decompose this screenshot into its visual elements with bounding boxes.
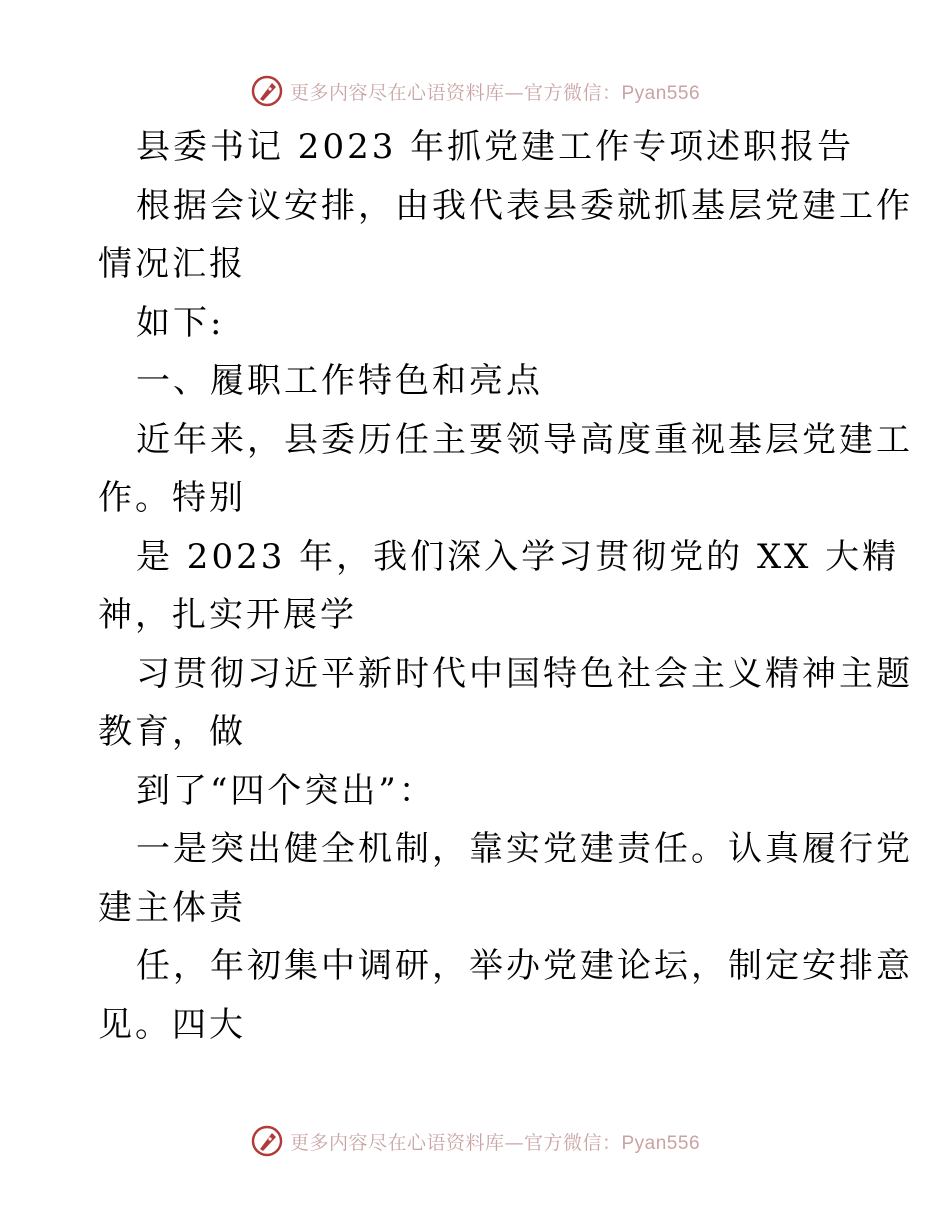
pen-nib-circle-icon: [250, 74, 284, 108]
document-line: 一、履职工作特色和亮点: [136, 361, 543, 401]
document-line: 县委书记 2023 年抓党建工作专项述职报告: [136, 127, 855, 167]
document-line: 见。四大: [98, 1004, 246, 1045]
document-line: 任，年初集中调研，举办党建论坛，制定安排意: [136, 946, 913, 986]
watermark-handle: Pyan556: [621, 1132, 701, 1154]
document-line: 神，扎实开展学: [98, 595, 357, 635]
watermark-text: 更多内容尽在心语资料库—官方微信：Pyan556: [289, 81, 701, 104]
document-line: 一是突出健全机制，靠实党建责任。认真履行党: [136, 829, 913, 869]
footer-watermark: [0, 1121, 950, 1161]
document-line: 如下:: [136, 302, 225, 343]
document-line: 建主体责: [98, 887, 246, 928]
document-line: 近年来，县委历任主要领导高度重视基层党建工: [136, 419, 913, 460]
document-line: 是 2023 年，我们深入学习贯彻党的 XX 大精: [136, 536, 900, 577]
pen-nib-circle-icon: [250, 1124, 284, 1158]
watermark-text: 更多内容尽在心语资料库—官方微信：Pyan556: [289, 1131, 701, 1154]
document-line: 情况汇报: [98, 244, 246, 284]
header-watermark: [0, 71, 950, 111]
watermark-handle: Pyan556: [621, 82, 701, 104]
document-line: 作。特别: [98, 478, 246, 518]
document-line: 根据会议安排，由我代表县委就抓基层党建工作: [136, 185, 913, 226]
document-line: 习贯彻习近平新时代中国特色社会主义精神主题: [136, 653, 913, 694]
document-line: 到了“四个突出”：: [136, 770, 436, 811]
document-line: 教育，做: [98, 712, 246, 752]
